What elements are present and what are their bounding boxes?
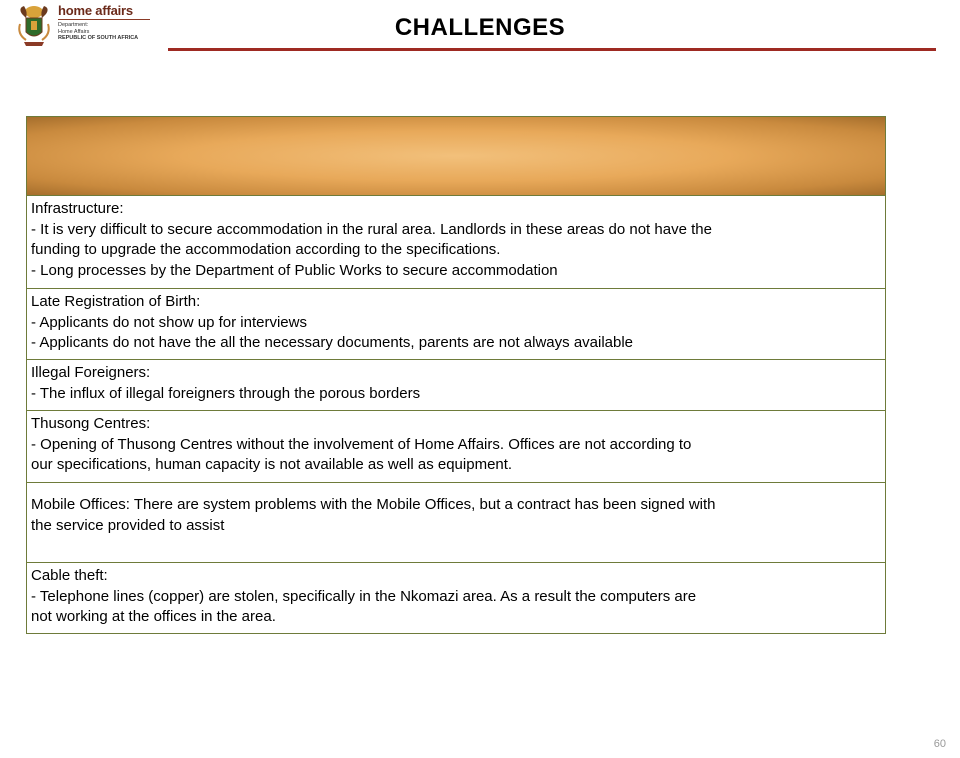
row-line: - The influx of illegal foreigners through the porous borders	[31, 384, 421, 402]
row-line: - Telephone lines (copper) are stolen, specifically in the Nkomazi area. As a result the computers are	[31, 587, 697, 605]
table-row	[27, 196, 885, 289]
row-heading: Thusong Centres:	[31, 415, 151, 432]
row-line: funding to upgrade the accommodation according to the specifications.	[31, 241, 501, 258]
row-heading: Cable theft:	[31, 567, 108, 584]
table-header	[27, 117, 885, 196]
challenges-table	[26, 116, 886, 634]
row-heading: Illegal Foreigners:	[31, 364, 151, 381]
row-line: the service provided to assist	[31, 516, 225, 534]
title-divider	[168, 48, 936, 51]
row-line: - Applicants do not have the all the necessary documents, parents are not always available	[31, 334, 634, 351]
row-heading: Infrastructure:	[31, 200, 124, 217]
logo-line: Department:	[58, 22, 89, 28]
table-row	[27, 563, 885, 633]
table-row	[27, 411, 885, 483]
row-line: - Long processes by the Department of Public Works to secure accommodation	[31, 261, 558, 279]
logo-country: REPUBLIC OF SOUTH AFRICA	[58, 35, 139, 41]
row-heading: Late Registration of Birth:	[31, 293, 201, 310]
logo-brand-text: home affairs	[58, 3, 133, 18]
logo-line: Home Affairs	[58, 28, 90, 35]
table-row	[27, 360, 885, 411]
row-line: not working at the offices in the area.	[31, 608, 276, 625]
table-row	[27, 483, 885, 563]
row-line: - It is very difficult to secure accommodation in the rural area. Landlords in these areas do not have the	[31, 220, 712, 238]
row-line: - Opening of Thusong Centres without the involvement of Home Affairs. Offices are not according to	[31, 435, 692, 453]
page-number: 60	[933, 738, 946, 750]
row-line: Mobile Offices: There are system problems with the Mobile Offices, but a contract has been signed with	[31, 496, 716, 513]
page-title: CHALLENGES	[394, 14, 566, 41]
table-row	[27, 289, 885, 360]
row-line: our specifications, human capacity is not available as well as equipment.	[31, 456, 513, 473]
row-line: - Applicants do not show up for interviews	[31, 313, 307, 331]
